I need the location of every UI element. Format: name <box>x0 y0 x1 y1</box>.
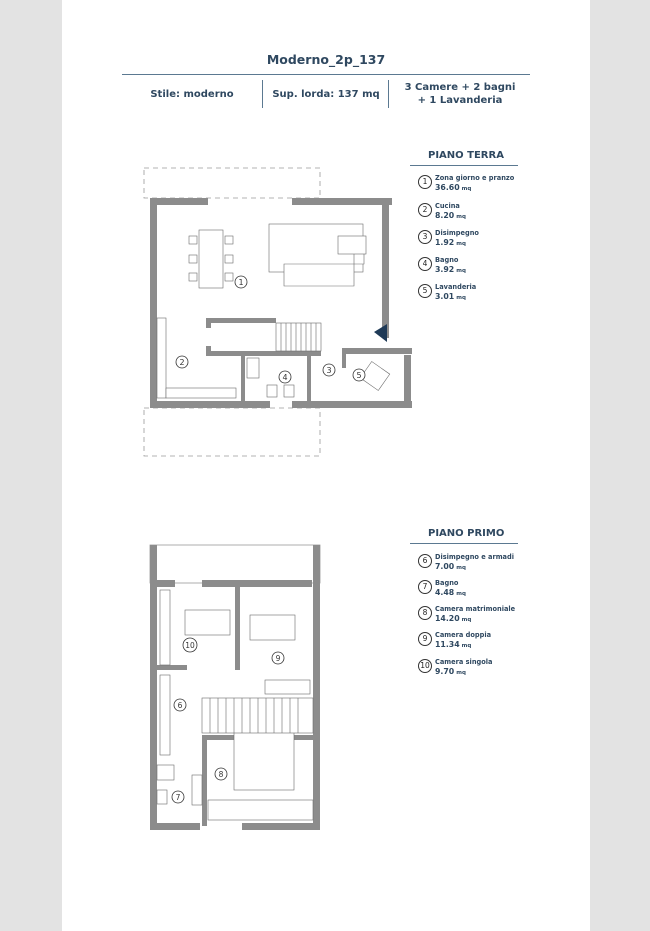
room-area-value: 8.20 <box>435 211 455 220</box>
room-area-unit: mq <box>456 565 466 571</box>
room-area-value: 11.34 <box>435 640 460 649</box>
room-area <box>435 640 471 649</box>
document-sheet <box>62 0 590 931</box>
room-area-unit: mq <box>461 617 472 623</box>
room-area-unit: mq <box>456 295 466 301</box>
room-area <box>435 211 466 220</box>
first-floor-plan <box>142 540 342 840</box>
room-area <box>435 667 466 676</box>
room-number-badge: 3 <box>418 230 432 244</box>
room-marker-1: 1 <box>238 278 244 287</box>
dining-table <box>199 230 223 288</box>
room-number-badge: 10 <box>418 659 432 673</box>
room-name: Disimpegno <box>435 229 479 237</box>
twin-bed <box>250 615 295 640</box>
room-number-badge: 4 <box>418 257 432 271</box>
kitchen-counter <box>157 318 166 398</box>
room-area-value: 9.70 <box>435 667 455 676</box>
bidet <box>284 385 294 397</box>
room-area-unit: mq <box>456 214 466 220</box>
room-name: Zona giorno e pranzo <box>435 174 515 182</box>
legend-item <box>418 230 538 256</box>
room-name: Camera matrimoniale <box>435 605 516 613</box>
ground-floor-title: PIANO TERRA <box>428 150 504 161</box>
room-area <box>435 292 466 301</box>
room-area <box>435 562 466 571</box>
room-name: Camera doppia <box>435 631 492 639</box>
rooms-summary <box>388 80 531 108</box>
room-number-badge: 2 <box>418 203 432 217</box>
room-area-value: 3.92 <box>435 265 455 274</box>
area-label: Sup. lorda: 137 mq <box>262 80 389 108</box>
terrace-outline <box>144 168 320 456</box>
toilet <box>157 790 167 804</box>
room-name: Bagno <box>435 256 459 264</box>
chair <box>225 273 233 281</box>
single-bed <box>185 610 230 635</box>
room-area-value: 7.00 <box>435 562 455 571</box>
chair <box>225 236 233 244</box>
wardrobe <box>265 680 310 694</box>
room-number-badge: 5 <box>418 284 432 298</box>
chair <box>225 255 233 263</box>
shower <box>247 358 259 378</box>
room-name: Camera singola <box>435 658 493 666</box>
room-marker-3: 3 <box>326 366 332 375</box>
room-marker-4: 4 <box>282 373 288 382</box>
first-floor-rule <box>410 543 518 544</box>
room-area <box>435 614 471 623</box>
room-area-unit: mq <box>456 268 466 274</box>
wardrobe <box>208 800 313 820</box>
room-area <box>435 183 471 192</box>
ground-floor-rule <box>410 165 518 166</box>
room-area <box>435 588 466 597</box>
washbasin <box>157 765 174 780</box>
room-number-badge: 6 <box>418 554 432 568</box>
room-area-unit: mq <box>456 241 466 247</box>
wardrobe <box>160 590 170 665</box>
room-name: Lavanderia <box>435 283 477 291</box>
room-marker-8: 8 <box>218 770 224 779</box>
chair <box>189 236 197 244</box>
sofa-chaise <box>338 236 366 254</box>
entrance-arrow-icon <box>374 324 387 342</box>
room-area-unit: mq <box>461 186 472 192</box>
legend-item <box>418 203 538 229</box>
room-marker-10: 10 <box>185 641 195 650</box>
legend-item <box>418 606 538 632</box>
room-marker-9: 9 <box>275 654 281 663</box>
legend-item <box>418 659 538 685</box>
rooms-line-1: 3 Camere + 2 bagni <box>404 82 516 93</box>
project-title: Moderno_2p_137 <box>266 52 386 67</box>
room-markers <box>176 276 365 383</box>
room-marker-7: 7 <box>175 793 181 802</box>
ground-floor-plan <box>142 160 422 460</box>
room-area-unit: mq <box>461 643 472 649</box>
shower <box>192 775 202 805</box>
room-marker-6: 6 <box>177 701 183 710</box>
toilet <box>267 385 277 397</box>
room-marker-2: 2 <box>179 358 185 367</box>
legend-item <box>418 554 538 580</box>
room-number-badge: 8 <box>418 606 432 620</box>
legend-item <box>418 175 538 201</box>
room-area-value: 4.48 <box>435 588 455 597</box>
room-number-badge: 9 <box>418 632 432 646</box>
room-name: Cucina <box>435 202 460 210</box>
room-area <box>435 238 466 247</box>
first-floor-title: PIANO PRIMO <box>428 528 505 539</box>
room-area-value: 1.92 <box>435 238 455 247</box>
legend-item <box>418 580 538 606</box>
room-area <box>435 265 466 274</box>
room-name: Disimpegno e armadi <box>435 553 514 561</box>
room-area-value: 14.20 <box>435 614 460 623</box>
legend-item <box>418 632 538 658</box>
room-area-value: 3.01 <box>435 292 455 301</box>
room-number-badge: 1 <box>418 175 432 189</box>
title-rule <box>122 74 530 75</box>
room-name: Bagno <box>435 579 459 587</box>
room-marker-5: 5 <box>356 371 362 380</box>
chair <box>189 255 197 263</box>
room-area-unit: mq <box>456 670 466 676</box>
double-bed <box>234 730 294 790</box>
wardrobe <box>160 675 170 755</box>
chair <box>189 273 197 281</box>
style-label: Stile: moderno <box>150 88 234 100</box>
legend-item <box>418 284 538 310</box>
balcony-outline <box>150 545 320 583</box>
kitchen-counter <box>166 388 236 398</box>
stairs <box>276 323 321 351</box>
room-area-unit: mq <box>456 591 466 597</box>
legend-item <box>418 257 538 283</box>
room-number-badge: 7 <box>418 580 432 594</box>
room-area-value: 36.60 <box>435 183 460 192</box>
upper-stairs <box>202 698 313 733</box>
rooms-line-2: + 1 Lavanderia <box>417 95 503 106</box>
